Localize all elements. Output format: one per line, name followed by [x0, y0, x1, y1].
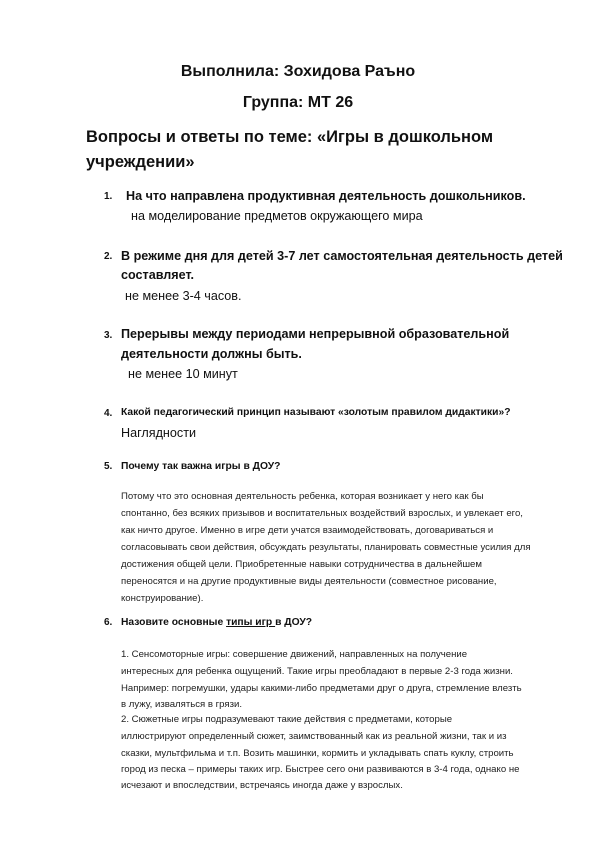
q5-answer-line: спонтанно, без всяких призывов и воспитательных воздействий взрослых, и увлекает его,	[121, 508, 523, 519]
q6-answer-line: интересных для ребенка ощущений. Такие игры преобладают в первые 2-3 года жизни.	[121, 666, 513, 677]
q5-answer-line: достижения общей цели. Приобретенные навыки сотрудничества в дальнейшем	[121, 559, 482, 570]
q3-question-line-1: Перерывы между периодами непрерывной образовательной	[121, 327, 510, 341]
q2-question-line-2: составляет.	[121, 268, 195, 282]
q5-answer-line: согласовывать свои действия, обсуждать результаты, планировать совместные усилия для	[121, 542, 531, 553]
topic-title-line-2: учреждении»	[86, 153, 195, 171]
q4-question: Какой педагогический принцип называют «золотым правилом дидактики»?	[121, 407, 511, 418]
q6-question-suffix: в ДОУ?	[275, 617, 313, 628]
q2-question-line-1: В режиме дня для детей 3-7 лет самостоятельная деятельность детей	[121, 249, 563, 263]
q6-answer-line: Например: погремушки, удары какими-либо предметами друг о друга, стремление влезть	[121, 683, 522, 694]
author-heading: Выполнила: Зохидова Раъно	[180, 63, 416, 80]
q4-answer: Наглядности	[121, 426, 196, 440]
q3-answer: не менее 10 минут	[128, 367, 238, 381]
q5-answer-line: Потому что это основная деятельность ребенка, которая возникает у него как бы	[121, 491, 484, 502]
q1-answer: на моделирование предметов окружающего мира	[131, 209, 423, 223]
q2-answer: не менее 3-4 часов.	[125, 289, 242, 303]
q3-question-line-2: деятельности должны быть.	[121, 347, 302, 361]
q5-answer-line: как ничто другое. Именно в игре дети учатся взаимодействовать, договариваться и	[121, 525, 494, 536]
q5-answer-line: конструирование).	[121, 593, 204, 604]
q6-answer-line: 2. Сюжетные игры подразумевают такие действия с предметами, которые	[121, 714, 453, 725]
q6-answer-line: исчезают и впоследствии, встречаясь иногда даже у взрослых.	[121, 780, 403, 791]
q6-answer-line: иллюстрируют определенный сюжет, заимствованный как из реальной жизни, так и из	[121, 731, 507, 742]
q1-question: На что направлена продуктивная деятельность дошкольников.	[126, 189, 526, 203]
q5-question: Почему так важна игры в ДОУ?	[121, 461, 281, 472]
q6-answer-line: город из песка – примеры таких игр. Быстрее сего они развиваются в 3-4 года, однако не	[121, 764, 520, 775]
q5-number: 5.	[104, 461, 113, 472]
q6-question	[121, 617, 312, 628]
q6-question-prefix: Назовите основные	[121, 617, 227, 628]
q5-answer-line: переносятся и на другие продуктивные виды деятельности (совместное рисование,	[121, 576, 497, 587]
topic-title-line-1: Вопросы и ответы по теме: «Игры в дошкольном	[86, 128, 494, 146]
q6-answer-line: сказки, мультфильма и т.п. Возить машинки, кормить и укладывать спать куклу, строить	[121, 748, 514, 759]
q6-number: 6.	[104, 617, 113, 628]
q1-number: 1.	[104, 191, 113, 202]
group-heading: Группа: МТ 26	[242, 94, 354, 111]
q6-question-link[interactable]: типы игр	[226, 617, 276, 628]
q3-number: 3.	[104, 330, 113, 341]
q4-number: 4.	[104, 408, 113, 419]
q6-answer-line: в лужу, изваляться в грязи.	[121, 699, 242, 710]
q2-number: 2.	[104, 251, 113, 262]
q6-answer-line: 1. Сенсомоторные игры: совершение движений, направленных на получение	[121, 649, 468, 660]
